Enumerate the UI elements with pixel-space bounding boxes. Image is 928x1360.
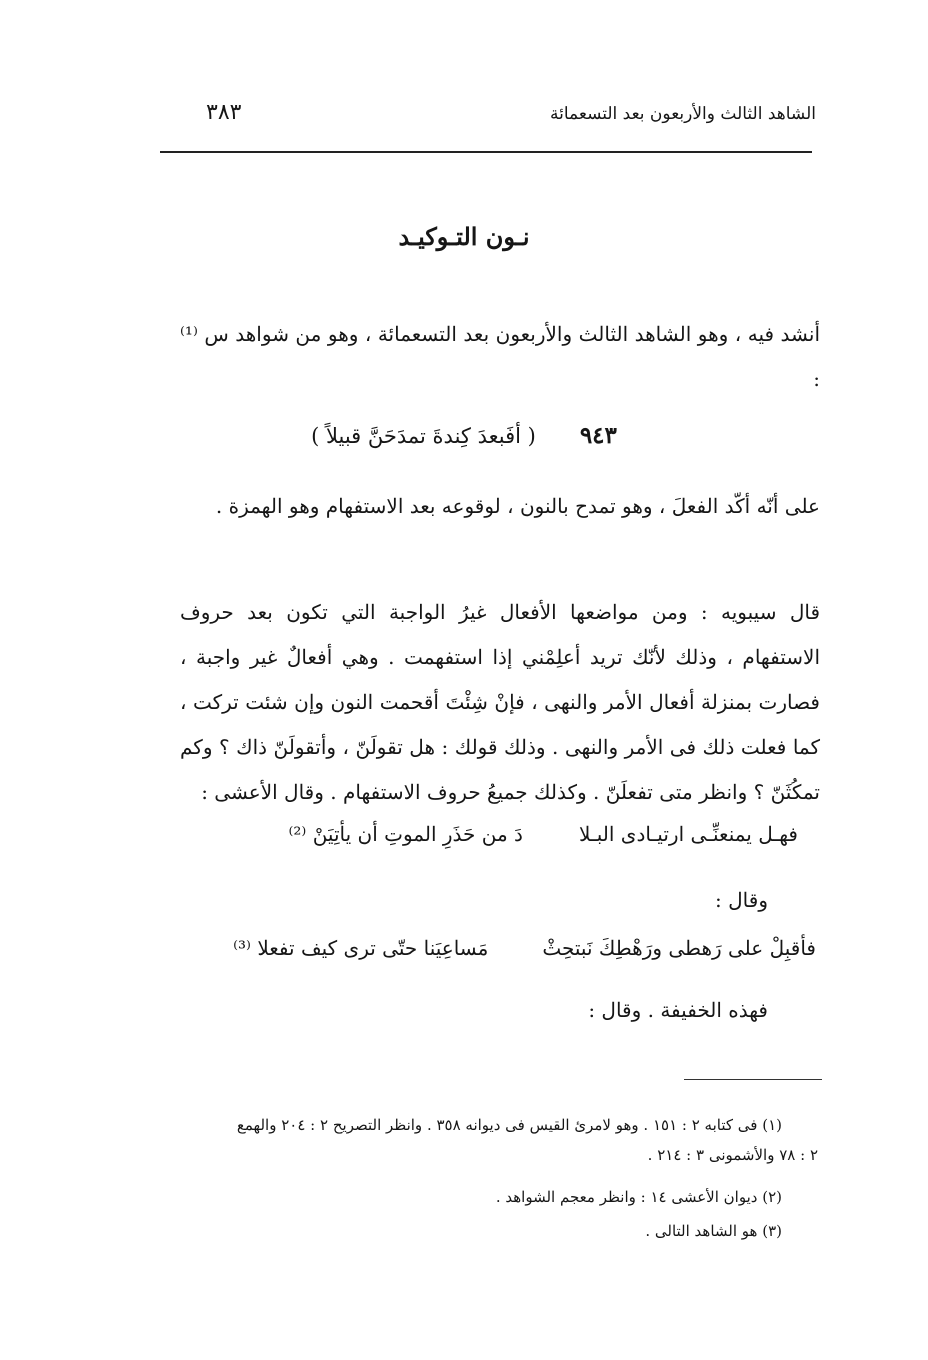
paragraph-explanation: على أنّه أكّد الفعلَ ، وهو تمدح بالنون ، لوقوعه بعد الاستفهام وهو الهمزة . bbox=[215, 494, 820, 518]
verse-line-1 bbox=[158, 822, 798, 846]
footnote-divider bbox=[684, 1079, 822, 1080]
verse-1-hemistich-1: فهـل يمنعنِّـى ارتيـادى البـلا bbox=[578, 822, 798, 846]
footnote-1-line-1: (١) فى كتابه ٢ : ١٥١ . وهو لامرئ القيس فى ديوانه ٣٥٨ . وانظر التصريح ٢ : ٢٠٤ والهمع bbox=[236, 1116, 782, 1134]
shahid-number: ٩٤٣ bbox=[579, 422, 617, 449]
page-number: ٣٨٣ bbox=[206, 100, 242, 125]
footnote-2: (٢) ديوان الأعشى ١٤ : وانظر معجم الشواهد . bbox=[495, 1188, 782, 1206]
verse-2-hemistich-1: فأقبِلْ على رَهطى ورَهْطِكَ نَبتحِثْ bbox=[542, 936, 816, 960]
said-label-2: فهذه الخفيفة . وقال : bbox=[588, 998, 768, 1022]
footnote-1-line-2: ٢ : ٧٨ والأشمونى ٣ : ٢١٤ . bbox=[647, 1146, 818, 1164]
running-header-title: الشاهد الثالث والأربعون بعد التسعمائة bbox=[550, 104, 816, 124]
shahid-text: ( أفَبعدَ كِندةَ تمدَحَنَّ قبيلاً ) bbox=[311, 424, 536, 448]
footnote-1 bbox=[182, 1110, 818, 1170]
footnote-3: (٣) هو الشاهد التالى . bbox=[645, 1222, 782, 1240]
verse-2-hemistich-2: مَساعِيَنا حتّى ترى كيف تفعلا ⁽³⁾ bbox=[233, 936, 489, 960]
section-title: نـون التـوكيـد bbox=[398, 222, 530, 251]
said-label-1: وقال : bbox=[715, 888, 768, 912]
verse-1-hemistich-2: دَ من حَذَرِ الموتِ أن يأتِيَنْ ⁽²⁾ bbox=[288, 822, 523, 846]
shahid-verse bbox=[0, 422, 928, 449]
paragraph-intro: أنشد فيه ، وهو الشاهد الثالث والأربعون بعد التسعمائة ، وهو من شواهد س ⁽¹⁾ : bbox=[180, 322, 820, 391]
paragraph-sibawayh: قال سيبويه : ومن مواضعها الأفعال غيرُ الواجبة التي تكون بعد حروف الاستفهام ، وذلك لأنّك تريد أعلِمْني إذا استفهمت . وهي أفعالٌ غير واجبة ، فصارت بمنزلة أفعال الأمر والنهى ، فإنْ شِئْتَ أقحمت النون وإن شئت تركت ، كما فعلت ذلك فى الأمر والنهى . وذلك قولك : هل تقولَنّ ، وأتقولَنّ ذاك ؟ وكم تمكُثَنّ ؟ وانظر متى تفعلَنّ . وكذلك جميعُ حروف الاستفهام . وقال الأعشى : bbox=[180, 600, 821, 804]
header-divider bbox=[160, 151, 812, 153]
verse-line-2 bbox=[176, 936, 816, 960]
